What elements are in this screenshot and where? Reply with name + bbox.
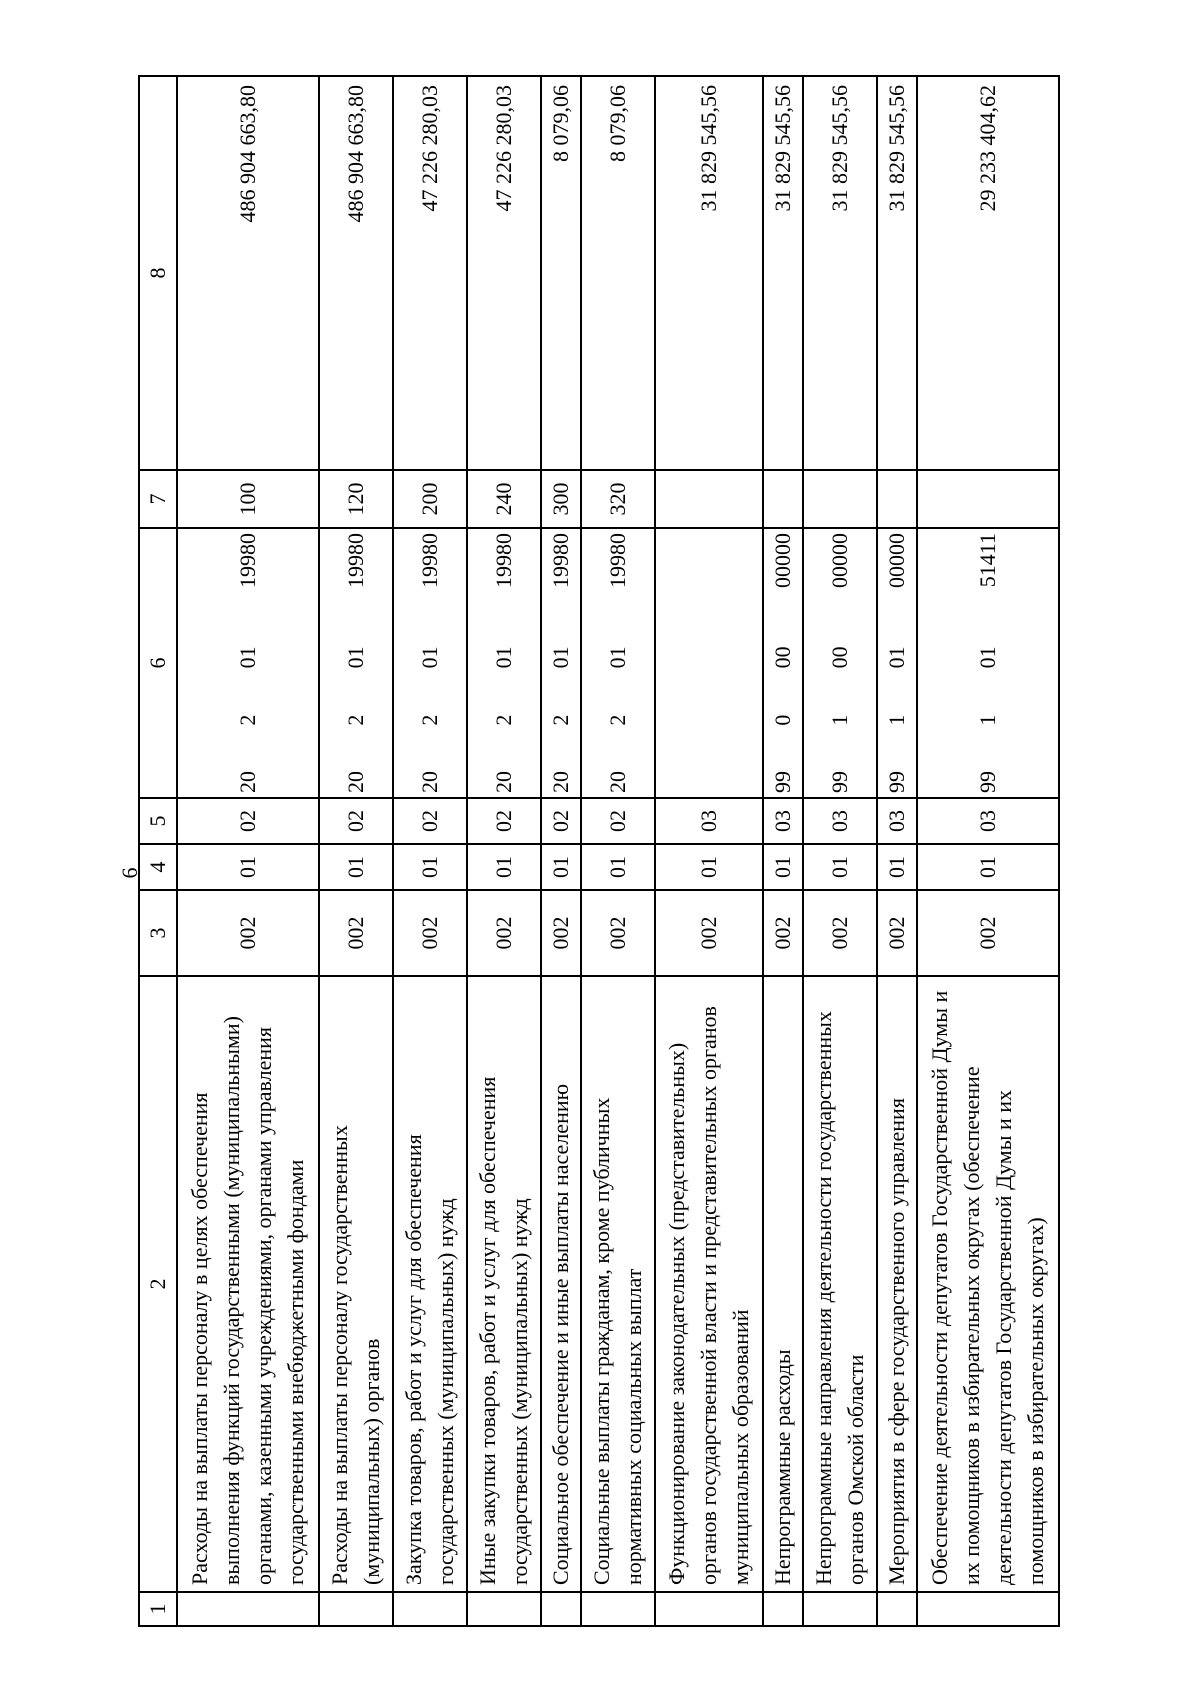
cell-name: Непрограммные направления деятельности государственных органов Омской области bbox=[803, 976, 877, 1592]
cell-expense-type bbox=[917, 470, 1059, 528]
cell-ministry-code: 002 bbox=[393, 890, 467, 976]
cell-subsection-code: 02 bbox=[467, 798, 541, 844]
target-article-part: 19980 bbox=[416, 533, 442, 589]
cell-name: Мероприятия в сфере государственного управления bbox=[877, 976, 917, 1592]
cell-expense-type bbox=[877, 470, 917, 528]
cell-section-code: 01 bbox=[803, 844, 877, 890]
target-article-parts bbox=[488, 533, 520, 793]
target-article-part: 00 bbox=[769, 646, 795, 669]
cell-row-number bbox=[319, 1592, 393, 1626]
cell-subsection-code: 02 bbox=[393, 798, 467, 844]
target-article-part: 01 bbox=[234, 646, 260, 669]
target-article-parts bbox=[232, 533, 264, 793]
target-article-part: 19980 bbox=[605, 533, 631, 589]
cell-amount: 31 829 545,56 bbox=[803, 76, 877, 470]
budget-table bbox=[138, 75, 1060, 1627]
target-article-part: 0 bbox=[769, 714, 795, 726]
target-article-part: 2 bbox=[605, 714, 631, 726]
cell-amount: 29 233 404,62 bbox=[917, 76, 1059, 470]
cell-section-code: 01 bbox=[763, 844, 803, 890]
target-article-part: 2 bbox=[342, 714, 368, 726]
cell-expense-type: 120 bbox=[319, 470, 393, 528]
cell-row-number bbox=[581, 1592, 655, 1626]
header-col-6: 6 bbox=[139, 528, 177, 798]
cell-name: Непрограммные расходы bbox=[763, 976, 803, 1592]
cell-expense-type bbox=[655, 470, 763, 528]
cell-subsection-code: 03 bbox=[803, 798, 877, 844]
cell-subsection-code: 02 bbox=[541, 798, 581, 844]
table-row bbox=[467, 76, 541, 1626]
cell-amount: 486 904 663,80 bbox=[177, 76, 319, 470]
cell-expense-type bbox=[803, 470, 877, 528]
cell-section-code: 01 bbox=[319, 844, 393, 890]
cell-section-code: 01 bbox=[917, 844, 1059, 890]
cell-ministry-code: 002 bbox=[581, 890, 655, 976]
table-row bbox=[763, 76, 803, 1626]
cell-section-code: 01 bbox=[177, 844, 319, 890]
target-article-part: 2 bbox=[416, 714, 442, 726]
cell-name: Функционирование законодательных (представительных) органов государственной власти и представительных органов муниципальных образований bbox=[655, 976, 763, 1592]
target-article-part: 20 bbox=[605, 771, 631, 793]
target-article-parts bbox=[972, 533, 1004, 793]
cell-name: Расходы на выплаты персоналу государственных (муниципальных) органов bbox=[319, 976, 393, 1592]
header-col-3: 3 bbox=[139, 890, 177, 976]
cell-amount: 31 829 545,56 bbox=[763, 76, 803, 470]
cell-ministry-code: 002 bbox=[177, 890, 319, 976]
cell-subsection-code: 03 bbox=[655, 798, 763, 844]
cell-name: Расходы на выплаты персоналу в целях обеспечения выполнения функций государственными (муниципальными) органами, казенными учреждениями, органами управления государственными внебюджетными фондами bbox=[177, 976, 319, 1592]
target-article-part: 01 bbox=[975, 646, 1001, 669]
table-row bbox=[803, 76, 877, 1626]
table-row bbox=[581, 76, 655, 1626]
cell-expense-type: 100 bbox=[177, 470, 319, 528]
cell-row-number bbox=[803, 1592, 877, 1626]
target-article-part: 01 bbox=[547, 646, 573, 669]
target-article-parts bbox=[881, 533, 913, 793]
cell-target-article bbox=[177, 528, 319, 798]
target-article-part: 2 bbox=[490, 714, 516, 726]
cell-name: Социальное обеспечение и иные выплаты населению bbox=[541, 976, 581, 1592]
target-article-part: 20 bbox=[342, 771, 368, 793]
target-article-part: 01 bbox=[342, 646, 368, 669]
cell-amount: 31 829 545,56 bbox=[655, 76, 763, 470]
table-row bbox=[541, 76, 581, 1626]
target-article-part: 00000 bbox=[769, 533, 795, 589]
header-col-5: 5 bbox=[139, 798, 177, 844]
cell-row-number bbox=[877, 1592, 917, 1626]
header-col-2: 2 bbox=[139, 976, 177, 1592]
cell-section-code: 01 bbox=[655, 844, 763, 890]
target-article-part: 20 bbox=[547, 771, 573, 793]
target-article-part: 51411 bbox=[975, 533, 1001, 588]
header-row bbox=[139, 76, 177, 1626]
cell-amount: 47 226 280,03 bbox=[467, 76, 541, 470]
cell-ministry-code: 002 bbox=[655, 890, 763, 976]
cell-name: Социальные выплаты гражданам, кроме публичных нормативных социальных выплат bbox=[581, 976, 655, 1592]
target-article-part: 01 bbox=[416, 646, 442, 669]
target-article-part: 2 bbox=[547, 714, 573, 726]
target-article-parts bbox=[767, 533, 799, 793]
target-article-part: 00 bbox=[827, 646, 853, 669]
target-article-part: 1 bbox=[975, 714, 1001, 726]
cell-target-article bbox=[393, 528, 467, 798]
cell-target-article bbox=[877, 528, 917, 798]
header-col-4: 4 bbox=[139, 844, 177, 890]
cell-expense-type: 320 bbox=[581, 470, 655, 528]
cell-subsection-code: 03 bbox=[877, 798, 917, 844]
cell-ministry-code: 002 bbox=[319, 890, 393, 976]
cell-amount: 47 226 280,03 bbox=[393, 76, 467, 470]
cell-name: Обеспечение деятельности депутатов Государственной Думы и их помощников в избирательных округах (обеспечение деятельности депутатов Государственной Думы и их помощников в избирательных округах) bbox=[917, 976, 1059, 1592]
cell-target-article bbox=[541, 528, 581, 798]
cell-expense-type: 200 bbox=[393, 470, 467, 528]
cell-section-code: 01 bbox=[541, 844, 581, 890]
target-article-part: 01 bbox=[605, 646, 631, 669]
cell-target-article bbox=[763, 528, 803, 798]
target-article-part: 19980 bbox=[234, 533, 260, 589]
cell-target-article bbox=[917, 528, 1059, 798]
cell-row-number bbox=[655, 1592, 763, 1626]
cell-section-code: 01 bbox=[393, 844, 467, 890]
table-row bbox=[877, 76, 917, 1626]
cell-subsection-code: 02 bbox=[177, 798, 319, 844]
cell-subsection-code: 02 bbox=[581, 798, 655, 844]
budget-table-sheet bbox=[138, 77, 1060, 1627]
cell-target-article bbox=[803, 528, 877, 798]
cell-target-article bbox=[655, 528, 763, 798]
cell-section-code: 01 bbox=[581, 844, 655, 890]
cell-ministry-code: 002 bbox=[763, 890, 803, 976]
target-article-part: 1 bbox=[884, 714, 910, 726]
cell-amount: 31 829 545,56 bbox=[877, 76, 917, 470]
target-article-part: 99 bbox=[884, 771, 910, 793]
target-article-part: 19980 bbox=[547, 533, 573, 589]
table-row bbox=[393, 76, 467, 1626]
target-article-part: 2 bbox=[234, 714, 260, 726]
target-article-parts bbox=[824, 533, 856, 793]
cell-expense-type: 240 bbox=[467, 470, 541, 528]
cell-subsection-code: 03 bbox=[763, 798, 803, 844]
cell-row-number bbox=[763, 1592, 803, 1626]
cell-amount: 8 079,06 bbox=[581, 76, 655, 470]
table-row bbox=[917, 76, 1059, 1626]
table-row bbox=[319, 76, 393, 1626]
header-col-1: 1 bbox=[139, 1592, 177, 1626]
target-article-part: 99 bbox=[769, 771, 795, 793]
cell-subsection-code: 02 bbox=[319, 798, 393, 844]
cell-name: Закупка товаров, работ и услуг для обеспечения государственных (муниципальных) нужд bbox=[393, 976, 467, 1592]
page-number: 6 bbox=[117, 867, 142, 879]
target-article-part: 99 bbox=[827, 771, 853, 793]
cell-amount: 8 079,06 bbox=[541, 76, 581, 470]
target-article-part: 20 bbox=[234, 771, 260, 793]
target-article-part: 00000 bbox=[884, 533, 910, 589]
cell-expense-type: 300 bbox=[541, 470, 581, 528]
target-article-part: 1 bbox=[827, 714, 853, 726]
header-col-8: 8 bbox=[139, 76, 177, 470]
cell-expense-type bbox=[763, 470, 803, 528]
cell-ministry-code: 002 bbox=[877, 890, 917, 976]
cell-ministry-code: 002 bbox=[917, 890, 1059, 976]
cell-target-article bbox=[319, 528, 393, 798]
table-row bbox=[655, 76, 763, 1626]
cell-row-number bbox=[917, 1592, 1059, 1626]
cell-target-article bbox=[581, 528, 655, 798]
cell-row-number bbox=[393, 1592, 467, 1626]
cell-ministry-code: 002 bbox=[803, 890, 877, 976]
target-article-part: 20 bbox=[490, 771, 516, 793]
target-article-parts bbox=[340, 533, 372, 793]
target-article-parts bbox=[545, 533, 577, 793]
target-article-part: 20 bbox=[416, 771, 442, 793]
cell-row-number bbox=[467, 1592, 541, 1626]
target-article-part: 19980 bbox=[342, 533, 368, 589]
target-article-parts bbox=[602, 533, 634, 793]
target-article-part: 99 bbox=[975, 771, 1001, 793]
target-article-part: 01 bbox=[490, 646, 516, 669]
target-article-parts bbox=[414, 533, 446, 793]
cell-ministry-code: 002 bbox=[541, 890, 581, 976]
header-col-7: 7 bbox=[139, 470, 177, 528]
target-article-part: 01 bbox=[884, 646, 910, 669]
cell-row-number bbox=[541, 1592, 581, 1626]
cell-subsection-code: 03 bbox=[917, 798, 1059, 844]
target-article-part: 00000 bbox=[827, 533, 853, 589]
target-article-part: 19980 bbox=[490, 533, 516, 589]
cell-amount: 486 904 663,80 bbox=[319, 76, 393, 470]
cell-row-number bbox=[177, 1592, 319, 1626]
cell-ministry-code: 002 bbox=[467, 890, 541, 976]
cell-name: Иные закупки товаров, работ и услуг для обеспечения государственных (муниципальных) нужд bbox=[467, 976, 541, 1592]
cell-target-article bbox=[467, 528, 541, 798]
cell-section-code: 01 bbox=[467, 844, 541, 890]
table-row bbox=[177, 76, 319, 1626]
cell-section-code: 01 bbox=[877, 844, 917, 890]
